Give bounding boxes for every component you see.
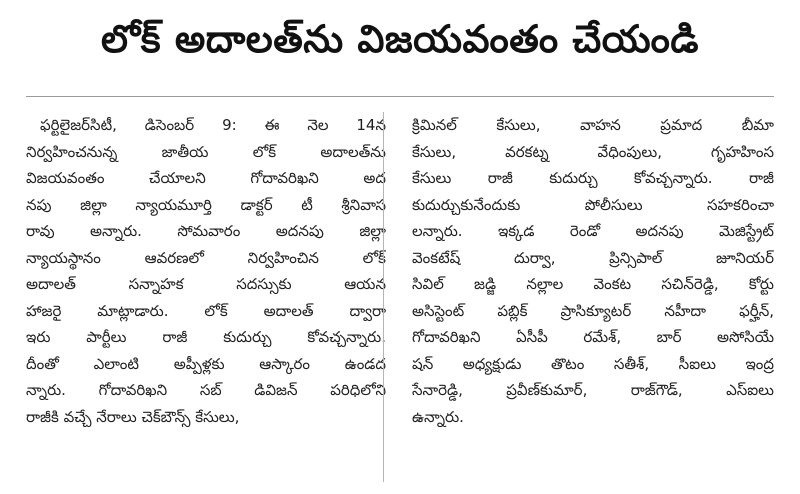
text-line: సివిల్ జడ్జి నల్లాల వెంకట సచిన్‌రెడ్డి, కోర్టు [412,275,774,293]
text-line: న్యాయస్థానం ఆవరణలో నిర్వహించిన లోక్ [26,248,386,267]
article-headline: లోక్ అదాలత్‌ను విజయవంతం చేయండి [101,17,699,61]
text-line: సేనారెడ్డి, ప్రవీణ్‌కుమార్, రాజ్‌గౌడ్, ఎస్ఐలు [412,381,774,399]
text-line: క్రిమినల్ కేసులు, వాహన ప్రమాద బీమా [412,116,774,134]
text-line: షన్ అధ్యక్షుడు తొటం సతీశ్, సీఐలు ఇంద్ర [412,354,774,373]
text-line: కుదుర్చుకునేందుకు పోలీసులు సహకరించా [412,195,774,214]
column-divider [383,112,384,482]
left-column [26,112,386,488]
text-line: హాజరై మాట్లాడారు. లోక్ అదాలత్ ద్వారా [26,301,386,320]
text-line: దీంతో ఎలాంటి అప్పీళ్లకు ఆస్కారం ఉండద [26,354,386,373]
headline-divider [26,96,774,97]
text-line: అసిస్టెంట్ పబ్లిక్ ప్రాసిక్యూటర్ నహీదా ఫర్హీన్, [412,301,774,320]
text-line: విజయవంతం చేయాలని గోదావరిఖని అద [26,169,386,187]
text-line: రాజీకి వచ్చే నేరాలు చెక్‌బౌన్స్ కేసులు, [26,407,240,426]
text-line: లన్నారు. ఇక్కడ రెండో అదనపు మెజిస్ట్రేట్ [412,222,774,240]
text-line: కేసులు రాజీ కుదుర్చు కోవచ్చన్నారు. రాజీ [412,169,774,187]
text-line: నపు జిల్లా న్యాయమూర్తి డాక్టర్ టీ శ్రీనివాస [26,195,386,214]
text-line: ఫర్టిలైజర్‌సిటీ, డిసెంబర్ 9: ఈ నెల 14న [40,116,386,134]
text-line: న్నారు. గోదావరిఖని సబ్ డివిజన్ పరిధిలోని [26,381,386,399]
text-line: వెంకటేష్ దుర్వా, ప్రిన్సిపాల్ జూనియర్ [412,248,774,267]
text-line: ఇరు పార్టీలు రాజీ కుదుర్చు కోవచ్చన్నారు. [26,328,386,346]
text-line: గోదావరిఖని ఏసీపీ రమేశ్, బార్ అసోసియే [412,328,774,346]
text-line: కేసులు, వరకట్న వేధింపులు, గృహహింస [412,142,774,161]
text-line: రావు అన్నారు. సోమవారం అదనపు జిల్లా [26,222,386,240]
text-line: ఉన్నారు. [412,407,464,426]
right-column [412,112,774,488]
text-line: అదాలత్ సన్నాహక సదస్సుకు ఆయన [26,275,386,293]
article-body [26,112,774,488]
text-line: నిర్వహించనున్న జాతీయ లోక్ అదాలత్‌ను [26,142,386,161]
